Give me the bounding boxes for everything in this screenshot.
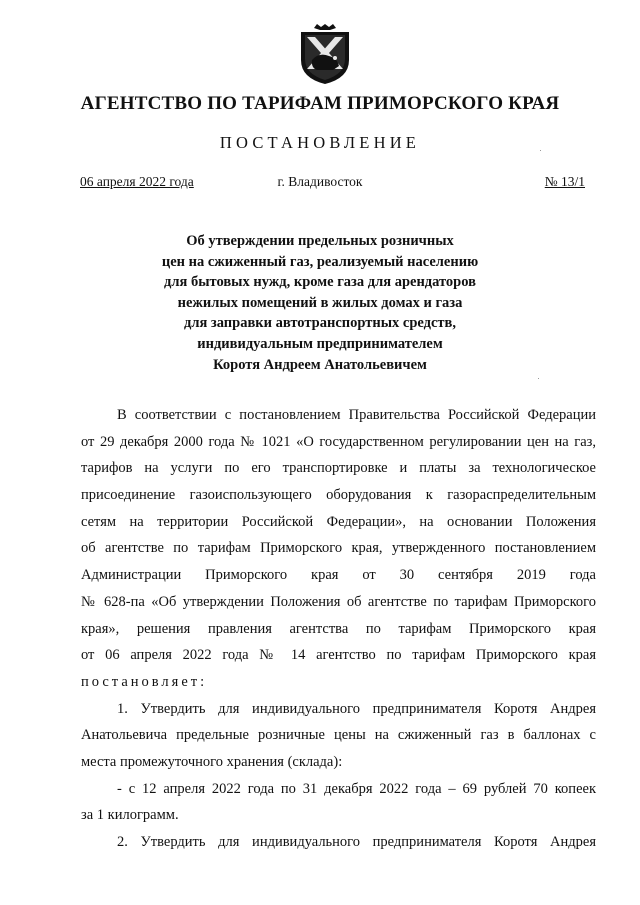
document-type: ПОСТАНОВЛЕНИЕ bbox=[219, 133, 421, 152]
body-line: края», решения правления агентства по тарифам Приморского края bbox=[81, 620, 596, 637]
scan-speck bbox=[540, 150, 541, 151]
body-line: - с 12 апреля 2022 года по 31 декабря 2022 года – 69 рублей 70 копеек bbox=[117, 780, 596, 797]
title-line: для бытовых нужд, кроме газа для арендаторов bbox=[164, 274, 476, 291]
agency-name: АГЕНТСТВО ПО ТАРИФАМ ПРИМОРСКОГО КРАЯ bbox=[80, 93, 560, 114]
coat-of-arms-emblem bbox=[295, 22, 355, 86]
document-body bbox=[81, 402, 596, 856]
title-line: нежилых помещений в жилых домах и газа bbox=[177, 294, 463, 311]
title-line: цен на сжиженный газ, реализуемый населению bbox=[161, 253, 479, 270]
title-line: для заправки автотранспортных средств, bbox=[183, 315, 457, 332]
body-line: Администрации Приморского края от 30 сентября 2019 года bbox=[81, 567, 596, 584]
document-date: 06 апреля 2022 года bbox=[80, 174, 194, 189]
scan-speck bbox=[538, 378, 539, 379]
document-title bbox=[0, 231, 640, 375]
body-line: об агентстве по тарифам Приморского края, утвержденного постановлением bbox=[81, 540, 596, 557]
body-line: присоединение газоиспользующего оборудования к газораспределительным bbox=[81, 487, 596, 504]
body-line: от 29 декабря 2000 года № 1021 «О государственном регулировании цен на газ, bbox=[81, 433, 596, 450]
body-line: тарифов на услуги по его транспортировке и платы за технологическое bbox=[81, 460, 596, 477]
title-line: индивидуальным предпринимателем bbox=[197, 335, 443, 352]
body-line: Анатольевича предельные розничные цены на сжиженный газ в баллонах с bbox=[81, 727, 596, 744]
body-line: 2. Утвердить для индивидуального предпринимателя Коротя Андрея bbox=[117, 834, 596, 850]
title-line: Об утверждении предельных розничных bbox=[186, 233, 454, 249]
body-line: № 628-па «Об утверждении Положения об агентстве по тарифам Приморского bbox=[81, 593, 596, 610]
body-line: от 06 апреля 2022 года № 14 агентство по тарифам Приморского края bbox=[81, 647, 596, 664]
body-line: места промежуточного хранения (склада): bbox=[81, 753, 343, 770]
document-city: г. Владивосток bbox=[277, 174, 363, 189]
body-line: 1. Утвердить для индивидуального предпринимателя Коротя Андрея bbox=[117, 700, 596, 717]
title-line: Коротя Андреем Анатольевичем bbox=[213, 356, 427, 373]
body-line: сетям на территории Российской Федерации», на основании Положения bbox=[81, 513, 596, 530]
document-number: № 13/1 bbox=[544, 174, 585, 189]
body-line: В соответствии с постановлением Правительства Российской Федерации bbox=[117, 407, 596, 423]
body-line: за 1 килограмм. bbox=[81, 807, 179, 824]
body-line-resolves: постановляет: bbox=[81, 673, 208, 690]
